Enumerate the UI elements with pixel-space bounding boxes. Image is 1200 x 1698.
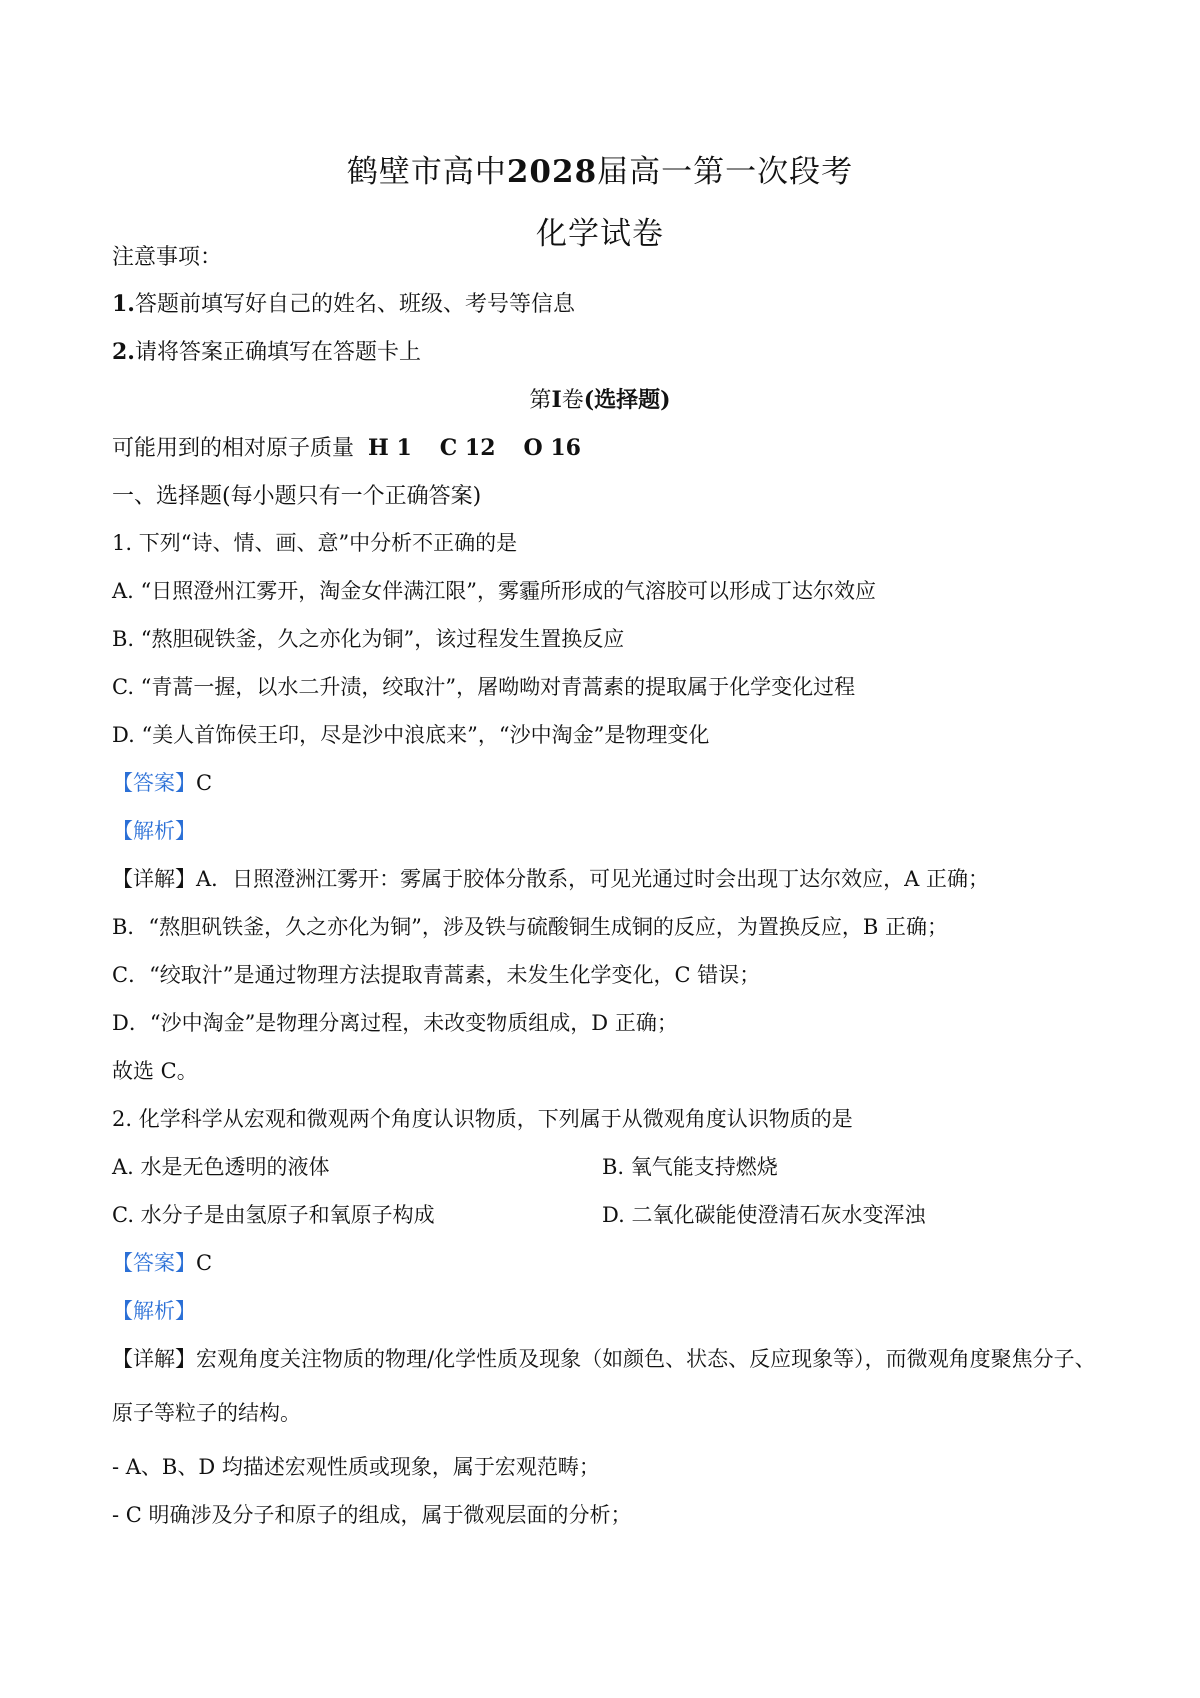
title-year: 2028	[506, 154, 598, 190]
analysis-tag: 【解析】	[112, 1299, 196, 1323]
question-1-option-d: D. “美人首饰侯王印，尽是沙中浪底来”，“沙中淘金”是物理变化	[112, 723, 710, 747]
question-2-option-c: C. 水分子是由氢原子和氧原子构成	[112, 1203, 435, 1227]
question-1-stem: 1. 下列“诗、情、画、意”中分析不正确的是	[112, 531, 518, 555]
question-2-detail-line-2: 原子等粒子的结构。	[112, 1401, 301, 1425]
section-title	[0, 383, 1200, 414]
page-title	[0, 146, 1200, 191]
section-title-post: 卷	[561, 388, 584, 413]
question-1-option-a: A. “日照澄州江雾开，淘金女伴满江限”，雾霾所形成的气溶胶可以形成丁达尔效应	[112, 579, 876, 603]
answer-tag: 【答案】	[112, 1251, 196, 1275]
question-2-bullet-1: - A、B、D 均描述宏观性质或现象，属于宏观范畴；	[112, 1455, 600, 1479]
question-1-detail-c: C．“绞取汁”是通过物理方法提取青蒿素，未发生化学变化，C 错误；	[112, 963, 761, 987]
atomic-mass-line	[112, 431, 581, 462]
section-title-num: I	[551, 387, 562, 413]
notice-item-1	[112, 287, 575, 318]
question-2-option-d: D. 二氧化碳能使澄清石灰水变浑浊	[602, 1203, 926, 1227]
question-1-analysis	[112, 815, 196, 845]
atomic-mass-o: O 16	[523, 435, 581, 461]
title-suffix: 届高一第一次段考	[597, 154, 854, 190]
question-2-stem: 2. 化学科学从宏观和微观两个角度认识物质，下列属于从微观角度认识物质的是	[112, 1107, 853, 1131]
question-1-answer	[112, 767, 212, 797]
atomic-mass-c: C 12	[439, 435, 496, 461]
detail-tag: 【详解】	[112, 1347, 196, 1371]
question-2-option-b: B. 氧气能支持燃烧	[602, 1155, 778, 1179]
notice-heading: 注意事项：	[112, 245, 223, 270]
notice-item-1-number: 1.	[112, 291, 135, 317]
part-heading-text: 一、选择题(每小题只有一个正确答案)	[112, 484, 482, 509]
detail-a-text: A．日照澄洲江雾开：雾属于胶体分散系，可见光通过时会出现丁达尔效应，A 正确；	[196, 867, 990, 891]
notice-item-2	[112, 335, 421, 366]
atomic-mass-h: H 1	[368, 435, 412, 461]
notice-item-2-number: 2.	[112, 339, 135, 365]
question-2-detail-line-1	[112, 1343, 1096, 1373]
question-1-conclusion: 故选 C。	[112, 1059, 198, 1083]
notice-item-2-text: 请将答案正确填写在答题卡上	[134, 340, 421, 365]
detail-line-1-text: 宏观角度关注物质的物理/化学性质及现象（如颜色、状态、反应现象等），而微观角度聚焦分子、	[196, 1347, 1096, 1371]
question-1-option-b: B. “熬胆砚铁釜，久之亦化为铜”，该过程发生置换反应	[112, 627, 625, 651]
detail-tag: 【详解】	[112, 867, 196, 891]
answer-value: C	[196, 1251, 213, 1275]
section-title-paren: (选择题)	[583, 387, 671, 413]
question-1-option-c: C. “青蒿一握，以水二升渍，绞取汁”，屠呦呦对青蒿素的提取属于化学变化过程	[112, 675, 856, 699]
answer-tag: 【答案】	[112, 771, 196, 795]
question-2-answer	[112, 1247, 212, 1277]
title-prefix: 鹤壁市高中	[346, 154, 507, 190]
question-1-detail-a	[112, 863, 989, 893]
analysis-tag: 【解析】	[112, 819, 196, 843]
question-2-bullet-2: - C 明确涉及分子和原子的组成，属于微观层面的分析；	[112, 1503, 632, 1527]
notice-item-1-text: 答题前填写好自己的姓名、班级、考号等信息	[134, 292, 575, 317]
question-2-analysis	[112, 1295, 196, 1325]
page-subtitle: 化学试卷	[536, 216, 664, 252]
part-heading	[112, 479, 481, 510]
atomic-mass-label: 可能用到的相对原子质量	[112, 436, 355, 461]
question-1-detail-b: B．“熬胆矾铁釜，久之亦化为铜”，涉及铁与硫酸铜生成铜的反应，为置换反应，B 正确；	[112, 915, 949, 939]
question-2-option-a: A. 水是无色透明的液体	[112, 1155, 330, 1179]
answer-value: C	[196, 771, 213, 795]
section-title-pre: 第	[529, 388, 552, 413]
question-1-detail-d: D．“沙中淘金”是物理分离过程，未改变物质组成，D 正确；	[112, 1011, 678, 1035]
